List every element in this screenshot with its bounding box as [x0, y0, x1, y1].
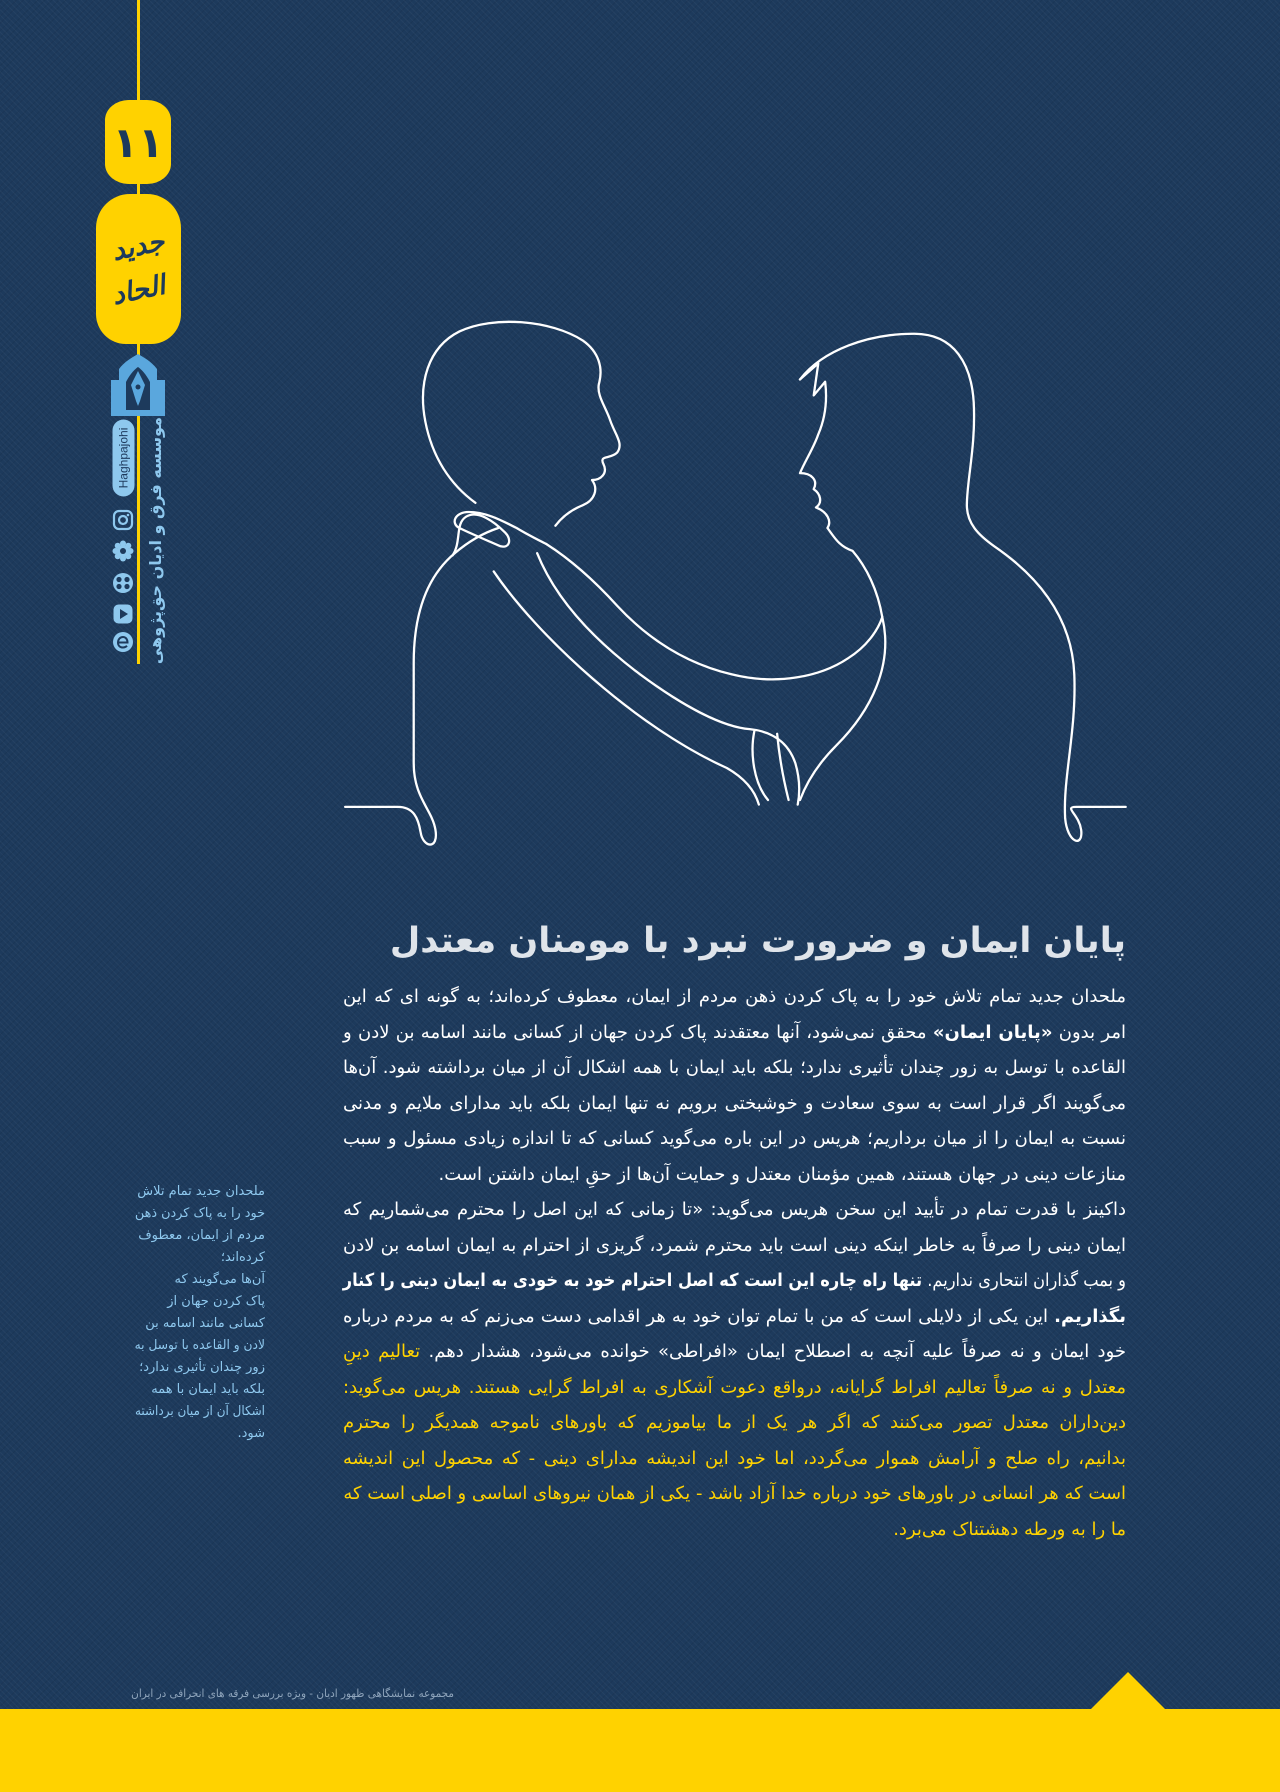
article-line-highlighted	[345, 1476, 1126, 1512]
right-figure-second-arm-line	[800, 617, 885, 800]
line-text: دین‌داران معتدل تصور می‌کنند که اگر هر یک از ما بیاموزیم که باورهای ناموجه همدیگر را محترم	[343, 1412, 1126, 1433]
left-figure-head-line	[423, 322, 620, 526]
neck-grip-line	[453, 512, 547, 555]
article-line	[343, 1228, 1126, 1264]
article-line	[343, 979, 1126, 1015]
bold-phrase: «پایان ایمان»	[932, 1021, 1053, 1043]
pull-quote-line: لادن و القاعده با توسل به	[134, 1338, 265, 1353]
line-text: منازعات دینی در جهان هستند، همین مؤمنان معتدل و حمایت آن‌ها از حقِ ایمان داشتن است.	[438, 1163, 1126, 1185]
pull-quote-line: بلکه باید ایمان با همه	[151, 1382, 265, 1397]
line-text: ما را به ورطه دهشتناک می‌برد.	[893, 1518, 1126, 1540]
article-line	[343, 1086, 1126, 1122]
footer-caption: مجموعه نمایشگاهی ظهور ادیان - ویژه بررسی فرقه های انحرافی در ایران	[131, 1687, 454, 1700]
left-figure-body-line	[345, 528, 498, 845]
pull-quote-line: پاک کردن جهان از	[167, 1294, 265, 1309]
article-line	[343, 1299, 1126, 1335]
article-line	[343, 1015, 1126, 1051]
line-text: می‌گویند اگر قرار است به سوی سعادت و خوشبختی برویم نه تنها ایمان بلکه باید مدارای ملایم و مدنی	[343, 1092, 1126, 1114]
pull-quote	[135, 1181, 265, 1445]
article-title: پایان ایمان و ضرورت نبرد با مومنان معتدل	[389, 921, 1126, 961]
eitaa-icon	[112, 631, 134, 653]
sapp-icon	[112, 540, 134, 562]
article-line	[343, 1050, 1126, 1086]
footer-yellow-bar	[0, 1709, 1280, 1792]
pull-quote-line: آن‌ها می‌گویند که	[174, 1272, 265, 1287]
line-text: این یکی از دلایلی است که من با تمام توان خود به هر اقدامی دست می‌زنم که به مردم درباره	[343, 1305, 1055, 1327]
article-body	[343, 979, 1126, 1547]
article-line	[343, 1157, 1126, 1193]
logo-word-top: جدید	[109, 225, 168, 268]
article-line	[343, 1121, 1126, 1157]
hand-fingers-line	[753, 731, 789, 800]
pull-quote-line: مردم از ایمان، معطوف	[138, 1228, 265, 1243]
institute-logo-icon	[105, 354, 171, 416]
footer-triangle-notch	[1090, 1672, 1166, 1710]
pull-quote-line: ملحدان جدید تمام تلاش	[137, 1184, 265, 1199]
right-figure-back-line	[800, 334, 1126, 841]
aparat-icon	[112, 572, 134, 594]
line-text: ملحدان جدید تمام تلاش خود را به پاک کردن ذهن مردم از ایمان، معطوف کرده‌اند؛ به گونه ای که این	[343, 986, 1126, 1007]
article-line-highlighted	[343, 1405, 1126, 1441]
highlight-phrase: تعالیم دینِ	[343, 1341, 421, 1362]
issue-number-badge	[105, 100, 171, 184]
line-text: نسبت به ایمان را از میان برداریم؛ هریس در این باره می‌گوید کسانی که تا اندازه زیادی مسئول و سبب	[343, 1128, 1126, 1149]
line-text: القاعده با توسل به زور چندان تأثیری ندارد؛ بلکه باید ایمان با همه اشکال آن از میان برداشته شود. آن‌ها	[343, 1057, 1126, 1078]
right-figure-arm-line	[546, 544, 882, 679]
line-text: داکینز با قدرت تمام در تأیید این سخن هریس می‌گوید: «تا زمانی که این اصل را محترم می‌شماریم که	[343, 1199, 1126, 1220]
article-line-highlighted	[343, 1512, 1126, 1548]
bold-phrase: بگذاریم.	[1054, 1305, 1126, 1327]
line-text: خود ایمان و نه صرفاً علیه آنچه به اصطلاح ایمان «افراطی» خوانده می‌شود، هشدار دهم.	[420, 1341, 1126, 1362]
article-line	[343, 1334, 1126, 1370]
article-line	[343, 1192, 1126, 1228]
article-line-highlighted	[343, 1441, 1126, 1477]
line-text: ایمان دینی را صرفاً به خاطر اینکه دینی است باید محترم شمرد، گریزی از احترام به ایمان اسامه بن لادن	[343, 1234, 1126, 1256]
pull-quote-line: کسانی مانند اسامه بن	[145, 1316, 265, 1331]
bold-phrase: تنها راه چاره این است که اصل احترام خود به خودی به ایمان دینی را کنار	[342, 1270, 923, 1291]
handle-badge: Haghpajohi	[113, 420, 135, 497]
rubika-icon	[112, 603, 134, 625]
pull-quote-line: زور چندان تأثیری ندارد؛	[139, 1360, 265, 1375]
right-figure-face-line	[800, 363, 882, 617]
pull-quote-line: اشکال آن از میان برداشته	[134, 1404, 265, 1419]
line-text: است که هر انسانی در باورهای خود درباره خدا آزاد باشد - یکی از همان نیروهای اساسی و اصلی است که	[343, 1483, 1126, 1504]
left-figure-arm-lower-line	[494, 571, 759, 804]
line-text: معتدل و نه صرفاً تعالیم افراط گرایانه، درواقع دعوت آشکاری به افراط گرایی هستند. هریس می‌گوید:	[343, 1376, 1126, 1398]
pull-quote-line: کرده‌اند؛	[220, 1250, 265, 1265]
jadid-elhad-logo-badge	[96, 194, 181, 344]
logo-word-bottom: الحاد	[109, 269, 168, 312]
left-figure-arm-upper-line	[537, 553, 799, 804]
line-text: امر بدون	[1052, 1021, 1126, 1043]
pull-quote-line: خود را به پاک کردن ذهن	[134, 1206, 265, 1221]
issue-number: ۱۱	[112, 117, 164, 167]
line-text: و بمب گذاران انتحاری نداریم.	[922, 1270, 1126, 1291]
institute-name: موسسه فرق و ادیان حق‌پژوهی	[146, 417, 165, 665]
line-text: محقق نمی‌شود، آنها معتقدند پاک کردن جهان از کسانی مانند اسامه بن لادن و	[343, 1021, 933, 1043]
instagram-icon	[112, 509, 134, 531]
article-line-highlighted	[343, 1370, 1126, 1406]
pull-quote-line: شود.	[237, 1426, 265, 1441]
line-text: بدانیم، راه صلح و آرامش هموار می‌گردد، اما خود این اندیشه مدارای دینی - که محصول این اندیشه	[343, 1447, 1126, 1469]
article-line	[342, 1263, 1126, 1299]
